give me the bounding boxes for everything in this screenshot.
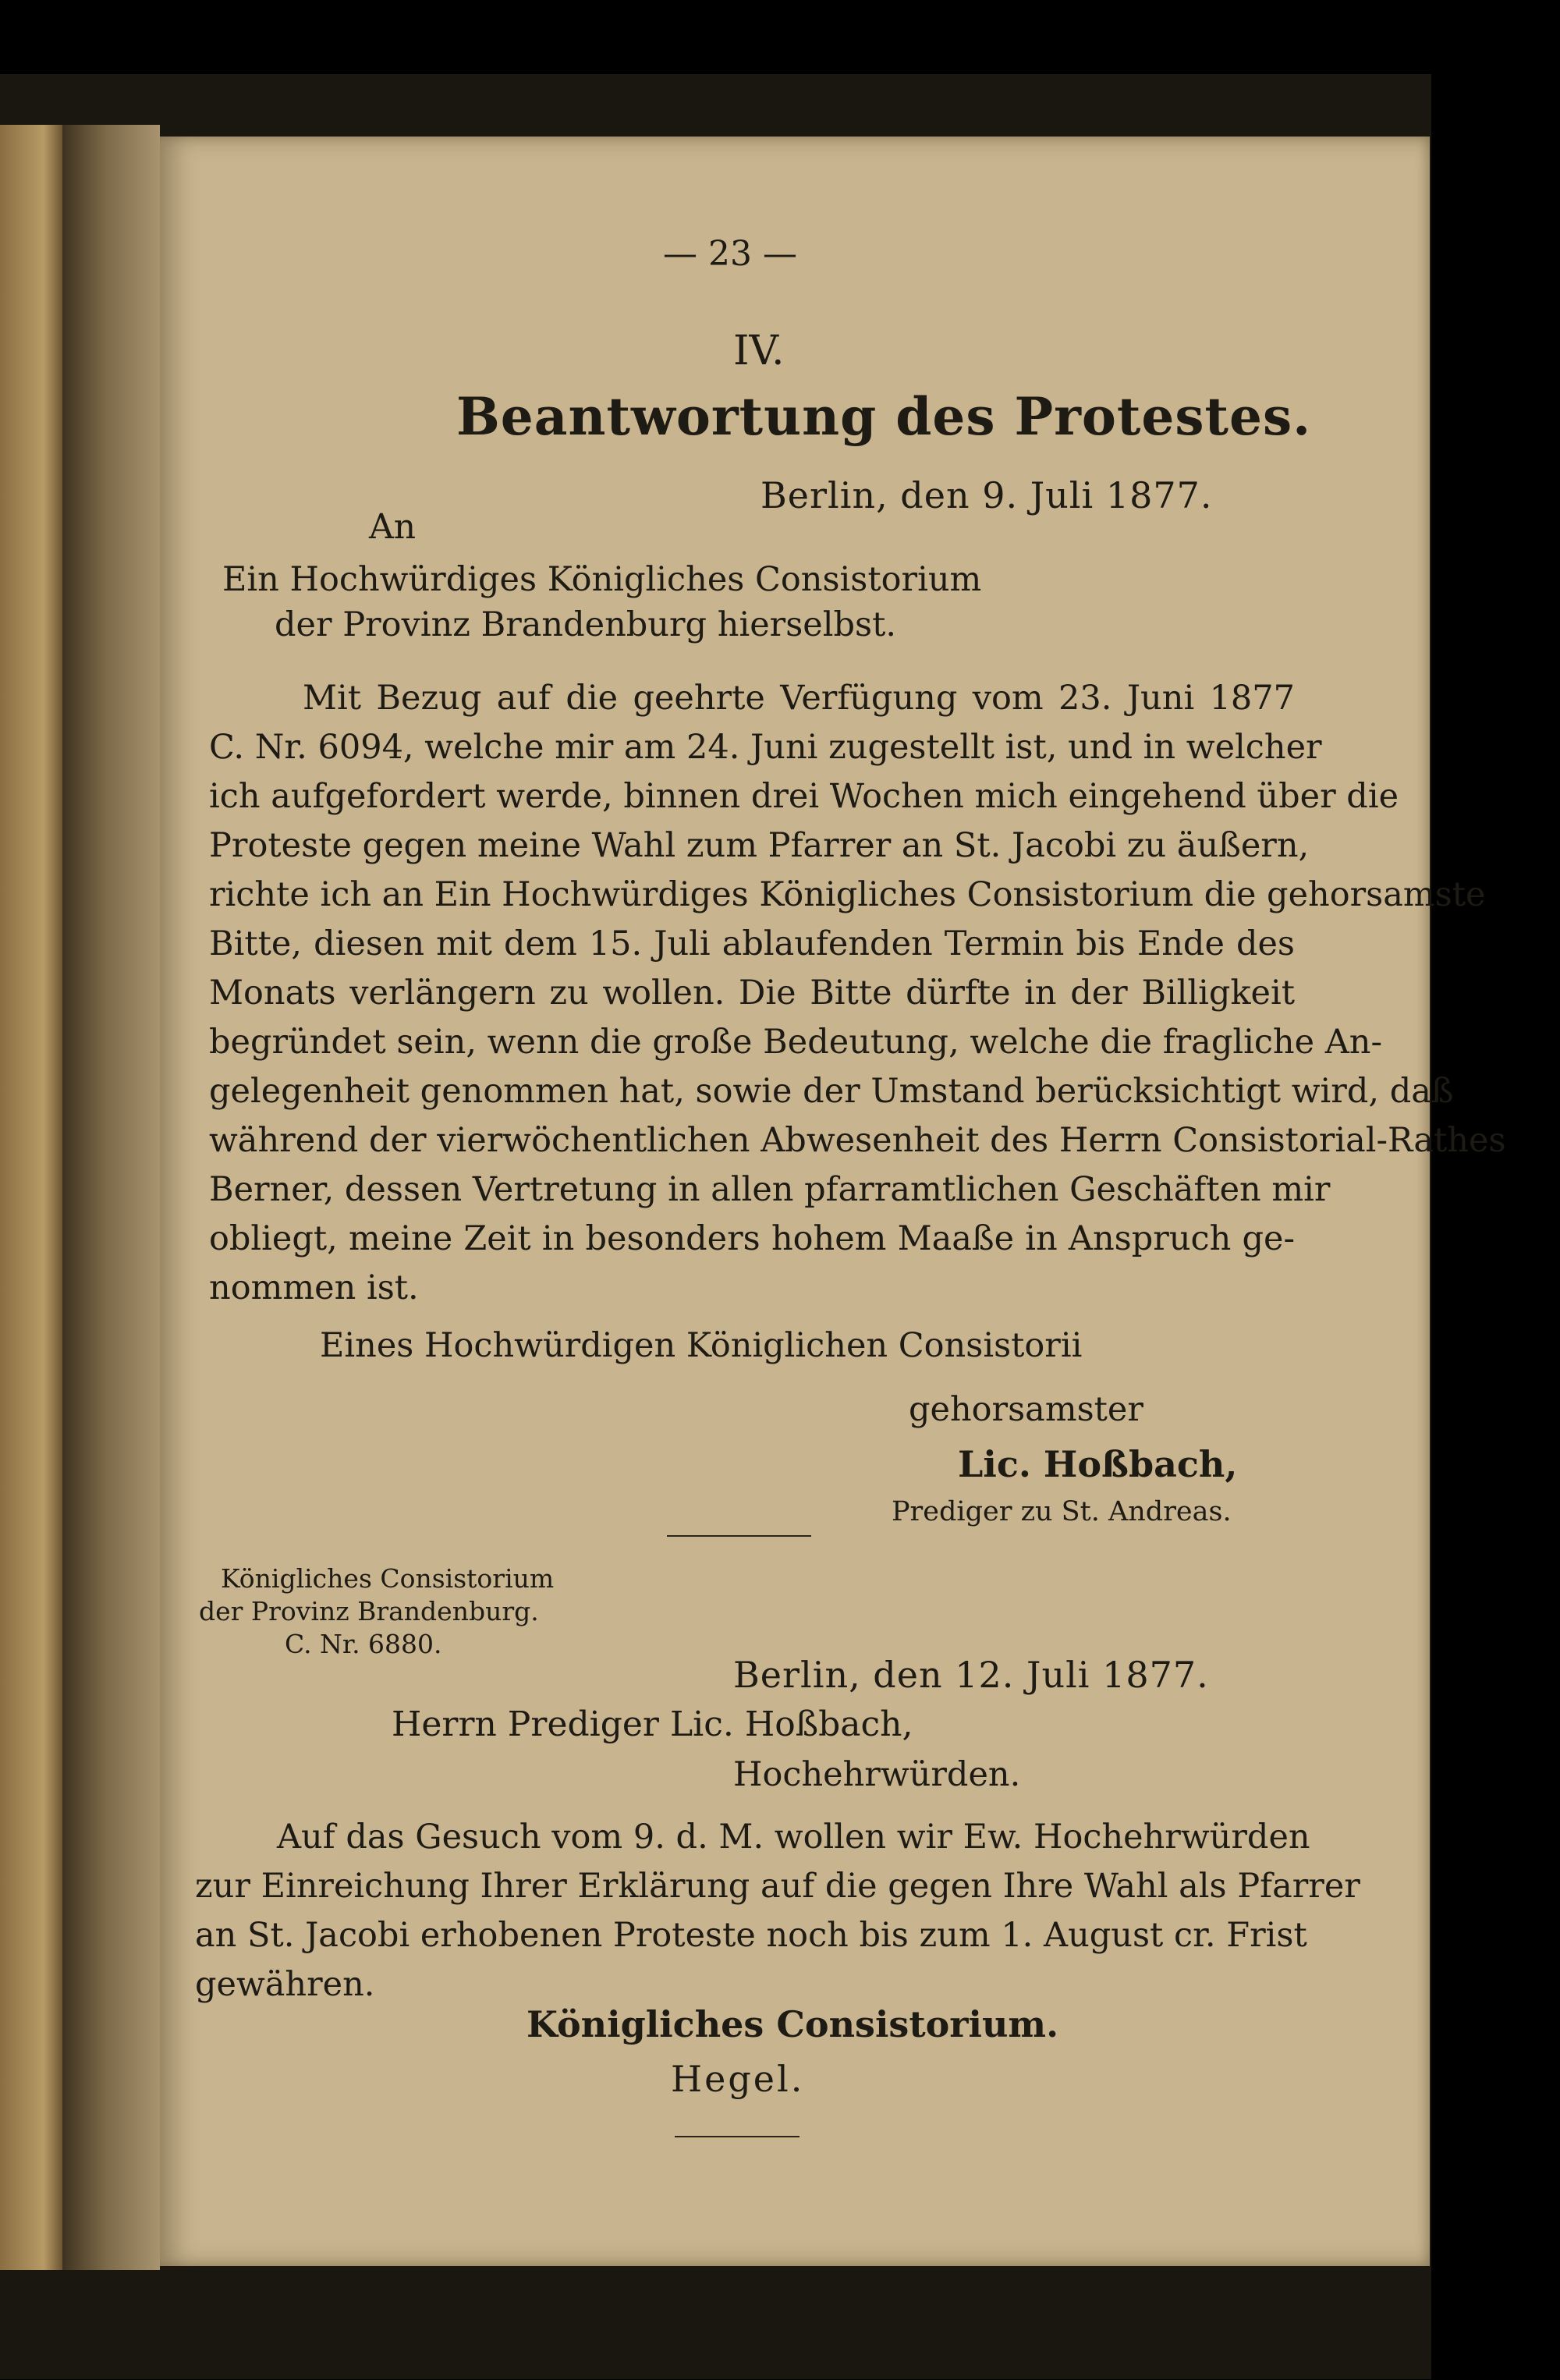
body-line: richte ich an Ein Hochwürdiges Königliches Consistorium die gehorsamste [209,875,1486,914]
body-line: ich aufgefordert werde, binnen drei Wochen mich eingehend über die [209,777,1399,816]
body-line: an St. Jacobi erhobenen Proteste noch bis zum 1. August cr. Frist [195,1916,1307,1955]
letter2-addressee: Herrn Prediger Lic. Hoßbach, [392,1704,913,1744]
letter1-addressee-line: der Provinz Brandenburg hierselbst. [275,605,897,644]
end-rule [675,2136,800,2137]
letter2-place-date: Berlin, den 12. Juli 1877. [733,1654,1209,1696]
body-line: Proteste gegen meine Wahl zum Pfarrer an St. Jacobi zu äußern, [209,826,1310,865]
letter2-signature-name: Hegel. [671,2058,805,2100]
letter1-place-date: Berlin, den 9. Juli 1877. [760,474,1213,516]
letter1-closing-word: gehorsamster [909,1390,1143,1429]
body-line: Mit Bezug auf die geehrte Verfügung vom 23. Juni 1877 [303,679,1295,718]
letter1-addressee-line: Ein Hochwürdiges Königliches Consistorium [222,560,982,599]
letter2-addressee-honorific: Hochehrwürden. [733,1755,1021,1794]
body-line: obliegt, meine Zeit in besonders hohem Maaße in Anspruch ge- [209,1219,1295,1258]
letter1-signature-title: Prediger zu St. Andreas. [892,1496,1232,1527]
body-line: Bitte, diesen mit dem 15. Juli ablaufenden Termin bis Ende des [209,924,1295,963]
letter2-signature-org: Königliches Consistorium. [526,2003,1059,2045]
body-line: gelegenheit genommen hat, sowie der Umstand berücksichtigt wird, daß [209,1072,1454,1111]
body-line: Berner, dessen Vertretung in allen pfarramtlichen Geschäften mir [209,1170,1331,1209]
letter2-sender-line: der Provinz Brandenburg. [199,1596,539,1626]
page-title: Beantwortung des Protestes. [456,386,1312,447]
section-numeral: IV. [733,328,785,374]
body-line: begründet sein, wenn die große Bedeutung, welche die fragliche An- [209,1023,1383,1062]
left-page-edge [0,125,62,2270]
body-line: Auf das Gesuch vom 9. d. M. wollen wir Ew. Hochehrwürden [277,1818,1310,1857]
book-gutter [62,125,160,2270]
letter1-signature: Lic. Hoßbach, [958,1443,1238,1485]
letter2-sender-line: C. Nr. 6880. [285,1629,442,1659]
page-number: — 23 — [663,234,797,274]
letter1-closing: Eines Hochwürdigen Königlichen Consistorii [320,1326,1083,1365]
body-line: gewähren. [195,1965,375,2004]
body-line: während der vierwöchentlichen Abwesenheit des Herrn Consistorial-Rathes [209,1121,1506,1160]
body-line: Monats verlängern zu wollen. Die Bitte dürfte in der Billigkeit [209,974,1295,1013]
body-line: zur Einreichung Ihrer Erklärung auf die gegen Ihre Wahl als Pfarrer [195,1867,1360,1906]
body-line: nommen ist. [209,1268,419,1307]
body-line: C. Nr. 6094, welche mir am 24. Juni zugestellt ist, und in welcher [209,728,1322,767]
separator-rule [667,1535,811,1537]
letter1-salutation: An [369,507,417,547]
letter2-sender-line: Königliches Consistorium [221,1563,555,1594]
